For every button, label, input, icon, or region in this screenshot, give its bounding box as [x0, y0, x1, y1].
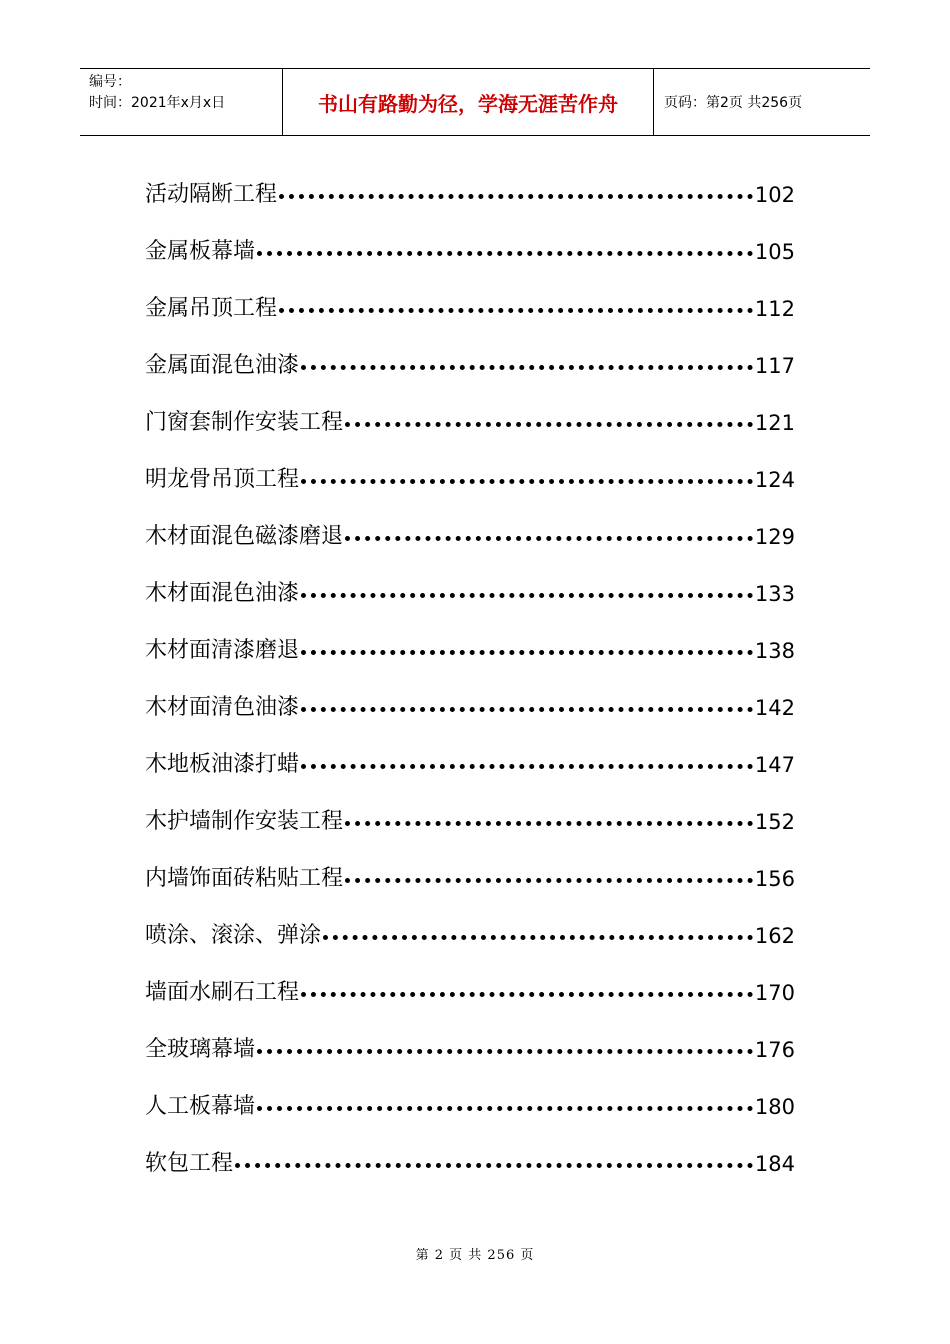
toc-entry-title: 金属板幕墙: [145, 238, 256, 264]
toc-dot-leader: [301, 992, 753, 997]
toc-dot-leader: [345, 422, 753, 427]
toc-entry-page-number: 124: [754, 467, 795, 492]
toc-entry[interactable]: [145, 850, 795, 907]
toc-entry-page-number: 176: [754, 1037, 795, 1062]
document-date-label: 时间：2021年x月x日: [89, 95, 226, 111]
table-of-contents: [145, 166, 795, 1192]
toc-entry-title: 木地板油漆打蜡: [145, 751, 300, 777]
toc-entry[interactable]: [145, 337, 795, 394]
toc-entry-page-number: 170: [754, 980, 795, 1005]
toc-entry-page-number: 162: [754, 923, 795, 948]
toc-entry-title: 门窗套制作安装工程: [145, 409, 344, 435]
toc-entry[interactable]: [145, 223, 795, 280]
page-header: [80, 68, 870, 136]
toc-dot-leader: [235, 1163, 753, 1168]
toc-entry-title: 墙面水刷石工程: [145, 979, 300, 1005]
toc-entry-title: 软包工程: [145, 1150, 234, 1176]
page-footer: [0, 1244, 950, 1263]
toc-entry-title: 木材面清色油漆: [145, 694, 300, 720]
toc-dot-leader: [301, 593, 753, 598]
toc-entry[interactable]: [145, 508, 795, 565]
toc-entry[interactable]: [145, 451, 795, 508]
toc-dot-leader: [323, 935, 753, 940]
toc-entry-page-number: 112: [754, 296, 795, 321]
header-motto: 书山有路勤为径，学海无涯苦作舟: [282, 69, 654, 135]
toc-entry-page-number: 138: [754, 638, 795, 663]
toc-dot-leader: [257, 1049, 753, 1054]
toc-entry-page-number: 129: [754, 524, 795, 549]
toc-entry-title: 人工板幕墙: [145, 1093, 256, 1119]
toc-entry-title: 明龙骨吊顶工程: [145, 466, 300, 492]
toc-entry-page-number: 147: [754, 752, 795, 777]
toc-entry-page-number: 180: [754, 1094, 795, 1119]
toc-entry[interactable]: [145, 736, 795, 793]
toc-entry[interactable]: [145, 679, 795, 736]
toc-entry-title: 金属面混色油漆: [145, 352, 300, 378]
toc-entry-page-number: 133: [754, 581, 795, 606]
toc-entry[interactable]: [145, 394, 795, 451]
toc-dot-leader: [279, 194, 753, 199]
toc-entry[interactable]: [145, 1078, 795, 1135]
header-meta: [80, 69, 282, 135]
toc-entry[interactable]: [145, 964, 795, 1021]
toc-entry-title: 木材面清漆磨退: [145, 637, 300, 663]
toc-entry-title: 木护墙制作安装工程: [145, 808, 344, 834]
toc-entry-page-number: 102: [754, 182, 795, 207]
toc-dot-leader: [279, 308, 753, 313]
toc-entry-page-number: 184: [754, 1151, 795, 1176]
toc-entry-title: 喷涂、滚涂、弹涂: [145, 922, 322, 948]
toc-dot-leader: [301, 707, 753, 712]
toc-entry-title: 木材面混色油漆: [145, 580, 300, 606]
toc-entry[interactable]: [145, 565, 795, 622]
toc-entry[interactable]: [145, 907, 795, 964]
toc-entry-title: 金属吊顶工程: [145, 295, 278, 321]
toc-dot-leader: [301, 479, 753, 484]
toc-entry-page-number: 105: [754, 239, 795, 264]
toc-entry-page-number: 117: [754, 353, 795, 378]
toc-entry[interactable]: [145, 280, 795, 337]
document-number-label: 编号：: [89, 74, 131, 90]
toc-dot-leader: [345, 821, 753, 826]
toc-entry-title: 内墙饰面砖粘贴工程: [145, 865, 344, 891]
toc-entry-title: 木材面混色磁漆磨退: [145, 523, 344, 549]
footer-page-number: 第 2 页 共 256 页: [415, 1248, 535, 1263]
toc-entry-page-number: 152: [754, 809, 795, 834]
toc-entry[interactable]: [145, 166, 795, 223]
toc-dot-leader: [301, 650, 753, 655]
toc-entry[interactable]: [145, 793, 795, 850]
toc-entry[interactable]: [145, 1135, 795, 1192]
toc-dot-leader: [257, 1106, 753, 1111]
toc-dot-leader: [301, 764, 753, 769]
toc-dot-leader: [345, 878, 753, 883]
toc-entry-title: 活动隔断工程: [145, 181, 278, 207]
toc-entry[interactable]: [145, 622, 795, 679]
toc-entry-title: 全玻璃幕墙: [145, 1036, 256, 1062]
toc-entry-page-number: 156: [754, 866, 795, 891]
toc-dot-leader: [301, 365, 753, 370]
toc-dot-leader: [345, 536, 753, 541]
header-page-info: 页码：第2页 共256页: [664, 95, 803, 111]
toc-entry-page-number: 142: [754, 695, 795, 720]
toc-entry-page-number: 121: [754, 410, 795, 435]
toc-dot-leader: [257, 251, 753, 256]
toc-entry[interactable]: [145, 1021, 795, 1078]
